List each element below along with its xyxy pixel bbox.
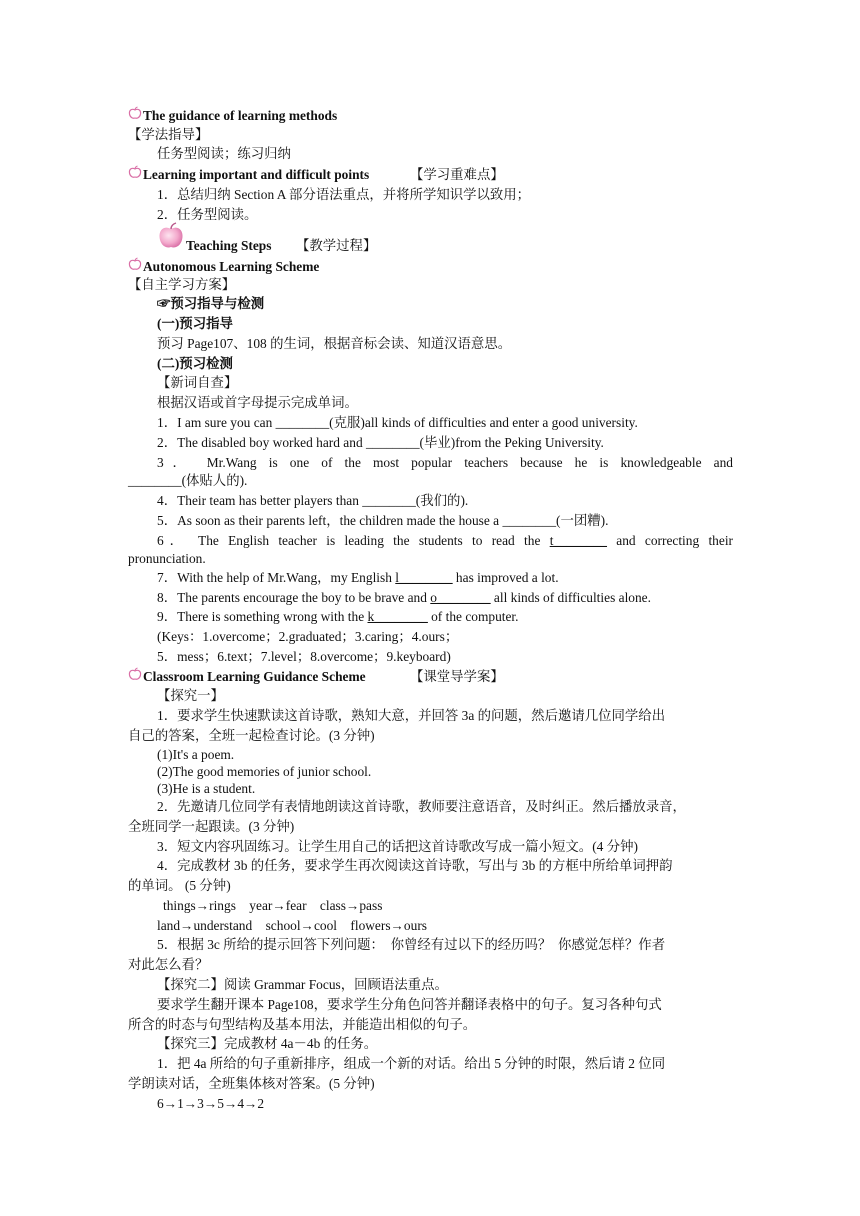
paragraph: 对此怎么看？ (128, 957, 209, 972)
question: 2．The disabled boy worked hard and ________(毕业)from the Peking University. (157, 435, 604, 450)
section-title-cn: 【学法指导】 (128, 127, 209, 142)
question-text: all kinds of difficulties alone. (490, 590, 651, 605)
section-title-cn: 【自主学习方案】 (128, 277, 236, 292)
question: 1．I am sure you can ________(克服)all kinds of difficulties and enter a good university. (157, 415, 638, 430)
answer-blank: o________ (430, 590, 491, 605)
section-title-autonomous: Autonomous Learning Scheme (143, 259, 320, 274)
apple-icon (128, 667, 142, 681)
big-apple-icon (156, 221, 186, 251)
paragraph: 学朗读对话，全班集体核对答案。(5 分钟) (128, 1076, 375, 1091)
apple-icon (128, 165, 142, 179)
subheading: 【探究二】阅读 Grammar Focus，回顾语法重点。 (157, 977, 448, 992)
paragraph: 全班同学一起跟读。(3 分钟) (128, 819, 295, 834)
paragraph: 4．完成教材 3b 的任务，要求学生再次阅读这首诗歌，写出与 3b 的方框中所给单词押韵 (157, 858, 673, 873)
paragraph: 的单词。 (5 分钟) (128, 878, 231, 893)
apple-icon (128, 106, 142, 120)
paragraph: 5．根据 3c 所给的提示回答下列问题： 你曾经有过以下的经历吗？ 你感觉怎样？作者 (157, 937, 666, 952)
list-item: 2．任务型阅读。 (157, 207, 258, 222)
rhyme-list: land→understand school→cool flowers→ours (157, 918, 427, 933)
paragraph: 3．短文内容巩固练习。让学生用自己的话把这首诗歌改写成一篇小短文。(4 分钟) (157, 839, 638, 854)
question (157, 608, 519, 625)
subheading: ☞预习指导与检测 (157, 296, 265, 311)
answer-keys: 5．mess；6.text；7.level；8.overcome；9.keyboard) (157, 649, 451, 664)
question-text: 7．With the help of Mr.Wang，my English (157, 570, 396, 585)
paragraph: 1．要求学生快速默读这首诗歌，熟知大意，并回答 3a 的问题，然后邀请几位同学给出 (157, 708, 666, 723)
subheading: 【探究一】 (157, 688, 224, 703)
subheading: (一)预习指导 (157, 316, 233, 331)
section-title-cn: 【教学过程】 (296, 238, 377, 253)
paragraph: 1．把 4a 所给的句子重新排序，组成一个新的对话。给出 5 分钟的时限，然后请 2 位同 (157, 1056, 666, 1071)
rhyme-list: things→rings year→fear class→pass (163, 898, 383, 913)
answer-keys: (Keys：1.overcome；2.graduated；3.caring；4.ours； (157, 629, 459, 644)
question-continued: ________(体贴人的). (128, 473, 248, 488)
subheading: 【新词自查】 (157, 375, 238, 390)
question-text: of the computer. (427, 609, 519, 624)
subheading: 【探究三】完成教材 4a－4b 的任务。 (157, 1036, 378, 1051)
section-title-cn: 【课堂导学案】 (410, 669, 504, 684)
question (157, 589, 651, 606)
list-item: 1．总结归纳 Section A 部分语法重点，并将所学知识学以致用； (157, 187, 531, 202)
question (157, 532, 733, 549)
answer-blank: k________ (367, 609, 428, 624)
answer-blank: t________ (549, 533, 607, 548)
paragraph: 根据汉语或首字母提示完成单词。 (157, 395, 358, 410)
section-title-guidance: The guidance of learning methods (143, 108, 338, 123)
question: 4．Their team has better players than ________(我们的). (157, 493, 469, 508)
paragraph: 自己的答案，全班一起检查讨论。(3 分钟) (128, 728, 375, 743)
paragraph: 所含的时态与句型结构及基本用法，并能造出相似的句子。 (128, 1017, 477, 1032)
question: 5．As soon as their parents left，the children made the house a ________(一团糟). (157, 513, 609, 528)
section-title-cn: 【学习重难点】 (410, 167, 504, 182)
subheading: (二)预习检测 (157, 356, 233, 371)
answer-order: 6→1→3→5→4→2 (157, 1096, 265, 1111)
answer: (1)It's a poem. (157, 747, 235, 762)
question-text: and correcting their (606, 533, 733, 548)
question-text: 8．The parents encourage the boy to be brave and (157, 590, 431, 605)
paragraph: 预习 Page107、108 的生词，根据音标会读、知道汉语意思。 (157, 336, 512, 351)
section-title-important-points: Learning important and difficult points (143, 167, 370, 182)
question: 3． Mr.Wang is one of the most popular teachers because he is knowledgeable and (157, 455, 733, 470)
answer-blank: l________ (395, 570, 453, 585)
question (157, 569, 559, 586)
answer: (2)The good memories of junior school. (157, 764, 372, 779)
paragraph: 2．先邀请几位同学有表情地朗读这首诗歌，教师要注意语音，及时纠正。然后播放录音， (157, 799, 686, 814)
question-text: has improved a lot. (452, 570, 559, 585)
question-text: 6． The English teacher is leading the students to read the (157, 533, 550, 548)
answer: (3)He is a student. (157, 781, 256, 796)
teaching-steps-title: Teaching Steps (186, 238, 272, 253)
question-continued: pronunciation. (128, 551, 206, 566)
section-title-classroom: Classroom Learning Guidance Scheme (143, 669, 366, 684)
question-text: 9．There is something wrong with the (157, 609, 368, 624)
paragraph: 任务型阅读；练习归纳 (157, 146, 291, 161)
apple-icon (128, 257, 142, 271)
paragraph: 要求学生翻开课本 Page108，要求学生分角色问答并翻译表格中的句子。复习各种句式 (157, 997, 662, 1012)
